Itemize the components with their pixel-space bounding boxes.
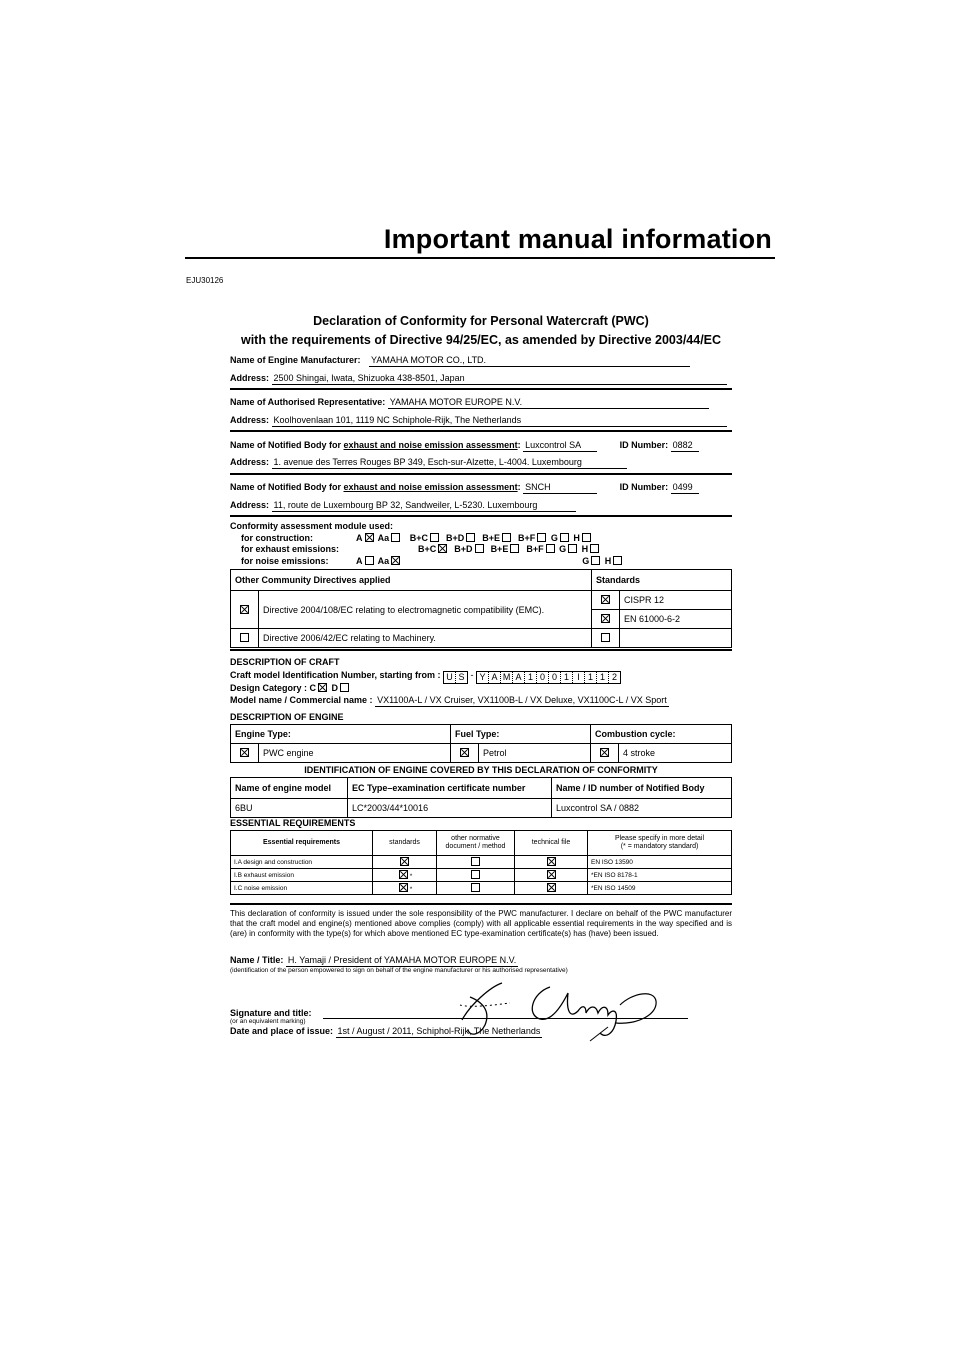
model-name-row (230, 695, 732, 707)
empty-cell (620, 629, 732, 648)
craft-id-char: Y (477, 672, 489, 683)
checkbox-empty (471, 883, 480, 892)
module-bf-label: B+F (518, 533, 536, 543)
notified-body-2-row (230, 482, 732, 494)
module-aa-label: Aa (377, 556, 390, 566)
craft-id-char: A (489, 672, 501, 683)
notified-body-1-row (230, 440, 732, 452)
checkbox-checked (460, 748, 469, 757)
module-bc-label: B+C (418, 544, 437, 554)
checkbox-checked (399, 883, 408, 892)
checkbox-empty (430, 533, 439, 542)
signature-label: Signature and title: (230, 1008, 312, 1018)
checkbox-checked (547, 883, 556, 892)
date-place-value: 1st / August / 2011, Schiphol-Rijk, The Netherlands (337, 1026, 541, 1036)
checkbox-cell (437, 869, 515, 882)
checkbox-cell (515, 869, 588, 882)
manufacturer-value: YAMAHA MOTOR CO., LTD. (369, 355, 690, 367)
checkbox-empty (510, 544, 519, 553)
engine-type-header: Engine Type: (231, 725, 451, 744)
notified-body-2-value: SNCH (523, 482, 597, 494)
module-be-label: B+E (482, 533, 501, 543)
model-name-label: Model name / Commercial name : (230, 695, 373, 705)
engine-model-value: 6BU (231, 799, 348, 818)
name-title-value: H. Yamaji / President of YAMAHA MOTOR EUROPE N.V. (287, 955, 517, 965)
craft-id-char: I (573, 672, 585, 683)
section-separator (230, 388, 732, 390)
declaration-subtitle: with the requirements of Directive 94/25/EC, as amended by Directive 2003/44/EC (240, 333, 722, 347)
checkbox-cell (373, 869, 437, 882)
table-row (231, 591, 732, 610)
table-header-row (231, 831, 732, 856)
representative-label: Name of Authorised Representative: (230, 397, 386, 407)
date-place-label: Date and place of issue: (230, 1026, 334, 1036)
craft-id-char: 0 (549, 672, 561, 683)
checkbox-cell (451, 744, 479, 763)
notified-body-2-address: 11, route de Luxembourg BP 32, Sandweiler, L-5230. Luxembourg (272, 500, 576, 512)
representative-row (230, 397, 732, 409)
section-separator (230, 515, 732, 517)
checkbox-checked (391, 556, 400, 565)
requirement-name: I.A design and construction (231, 856, 373, 869)
checkbox-cell (231, 591, 259, 629)
design-category-row (230, 683, 732, 693)
checkbox-cell (592, 629, 620, 648)
conformity-statement: This declaration of conformity is issued under the sole responsibility of the PWC manufacturer. I declare on behalf of the PWC manufacturer that the craft model and engine(s) mentioned above complies (comply) with all applicable essential requirements in the way specified and is (are) in conformity with the type(s) for which above mentioned EC type-examination certificate(s) has (have) been issued. (230, 909, 732, 938)
notified-body-1-value: Luxcontrol SA (523, 440, 597, 452)
checkbox-checked (399, 870, 408, 879)
checkbox-empty (537, 533, 546, 542)
construction-label: for construction: (241, 533, 313, 543)
module-h-label: H (581, 544, 589, 554)
table-header-row (231, 778, 732, 799)
engine-heading: DESCRIPTION OF ENGINE (230, 712, 344, 722)
table-header-row (231, 725, 732, 744)
craft-id-char: 0 (537, 672, 549, 683)
declaration-title: Declaration of Conformity for Personal Watercraft (PWC) (313, 314, 649, 328)
checkbox-checked (318, 683, 327, 692)
address-label: Address: (230, 500, 270, 510)
checkbox-empty (601, 633, 610, 642)
craft-id-label: Craft model Identification Number, starting from : (230, 670, 441, 680)
module-aa-label: Aa (377, 533, 390, 543)
table-row (231, 869, 732, 882)
checkbox-empty (502, 533, 511, 542)
page-title: Important manual information (383, 224, 772, 254)
requirement-detail: *EN ISO 8178-1 (588, 869, 732, 882)
section-separator (230, 430, 732, 432)
checkbox-cell (515, 856, 588, 869)
manufacturer-address: 2500 Shingai, Iwata, Shizuoka 438-8501, Japan (272, 373, 727, 385)
engine-table (230, 724, 732, 763)
checkbox-empty (391, 533, 400, 542)
module-g-label: G (559, 544, 567, 554)
representative-value: YAMAHA MOTOR EUROPE N.V. (388, 397, 709, 409)
checkbox-cell (373, 882, 437, 895)
engine-type-value: PWC engine (259, 744, 451, 763)
checkbox-empty (613, 556, 622, 565)
checkbox-checked (438, 544, 447, 553)
module-h-label: H (573, 533, 580, 543)
signature-row (230, 1008, 732, 1018)
table-row (231, 882, 732, 895)
essential-table (230, 830, 732, 895)
notified-body-2-address-row (230, 500, 732, 512)
signatory-row (230, 955, 732, 967)
document-code: EJU30126 (186, 276, 224, 285)
table-row (231, 629, 732, 648)
representative-address-row (230, 415, 732, 427)
requirement-detail: *EN ISO 14509 (588, 882, 732, 895)
technical-file-header: technical file (515, 831, 588, 856)
table-row (231, 856, 732, 869)
manufacturer-label: Name of Engine Manufacturer: (230, 355, 361, 365)
standard-cispr: CISPR 12 (620, 591, 732, 610)
notified-body-2-id: 0499 (671, 482, 699, 494)
model-name-value: VX1100A-L / VX Cruiser, VX1100B-L / VX Deluxe, VX1100C-L / VX Sport (377, 695, 667, 705)
checkbox-cell (231, 744, 259, 763)
engine-model-header: Name of engine model (231, 778, 348, 799)
identification-heading: IDENTIFICATION OF ENGINE COVERED BY THIS DECLARATION OF CONFORMITY (304, 765, 658, 775)
checkbox-empty (240, 633, 249, 642)
id-number-label: ID Number: (619, 440, 669, 450)
date-place-row (230, 1026, 732, 1038)
notified-body-1-address: 1. avenue des Terres Rouges BP 349, Esch-sur-Alzette, L-4004. Luxembourg (272, 457, 627, 469)
checkbox-empty (591, 556, 600, 565)
section-separator (230, 649, 732, 651)
standards-header: Standards (592, 570, 732, 591)
checkbox-empty (546, 544, 555, 553)
checkbox-checked (601, 595, 610, 604)
craft-heading: DESCRIPTION OF CRAFT (230, 657, 340, 667)
module-g-label: G (550, 533, 558, 543)
checkbox-empty (560, 533, 569, 542)
name-title-note: (identification of the person empowered to sign on behalf of the engine manufacturer or his authorised representative) (230, 967, 568, 974)
name-title-label: Name / Title: (230, 955, 284, 965)
craft-id-char: M (501, 672, 513, 683)
id-number-label: ID Number: (619, 482, 669, 492)
checkbox-empty (590, 544, 599, 553)
craft-id-char: 1 (597, 672, 609, 683)
checkbox-empty (471, 870, 480, 879)
checkbox-checked (601, 614, 610, 623)
checkbox-empty (471, 857, 480, 866)
checkbox-cell (437, 882, 515, 895)
section-separator (230, 903, 732, 905)
modules-construction-row (241, 533, 743, 543)
notified-body-1-id: 0882 (671, 440, 699, 452)
craft-id-char: 2 (612, 672, 618, 682)
essential-requirements-header: Essential requirements (231, 831, 373, 856)
address-label: Address: (230, 457, 270, 467)
craft-id-char: 1 (585, 672, 597, 683)
combustion-header: Combustion cycle: (591, 725, 732, 744)
checkbox-empty (466, 533, 475, 542)
noise-label: for noise emissions: (241, 556, 329, 566)
address-label: Address: (230, 373, 270, 383)
notified-body-value: Luxcontrol SA / 0882 (552, 799, 732, 818)
combustion-value: 4 stroke (619, 744, 732, 763)
design-category-label: Design Category : C (230, 683, 317, 693)
checkbox-checked (600, 748, 609, 757)
craft-id-char: 1 (525, 672, 537, 683)
modules-noise-row (241, 556, 743, 566)
checkbox-cell (515, 882, 588, 895)
checkbox-empty (475, 544, 484, 553)
mandatory-mark: * (409, 873, 413, 880)
manufacturer-row (230, 355, 732, 367)
directive-machinery: Directive 2006/42/EC relating to Machinery. (259, 629, 592, 648)
directives-header: Other Community Directives applied (231, 570, 592, 591)
fuel-type-value: Petrol (479, 744, 591, 763)
requirement-name: I.B exhaust emission (231, 869, 373, 882)
address-label: Address: (230, 415, 270, 425)
other-normative-header: other normative document / method (437, 831, 515, 856)
checkbox-empty (582, 533, 591, 542)
craft-id-char: 1 (561, 672, 573, 683)
craft-id-row (230, 670, 732, 684)
fuel-type-header: Fuel Type: (451, 725, 591, 744)
checkbox-checked (547, 857, 556, 866)
title-rule (185, 257, 775, 259)
checkbox-cell (592, 610, 620, 629)
checkbox-cell (231, 629, 259, 648)
checkbox-cell (437, 856, 515, 869)
checkbox-empty (365, 556, 374, 565)
checkbox-checked (400, 857, 409, 866)
module-be-label: B+E (490, 544, 509, 554)
modules-exhaust-row (241, 544, 743, 554)
requirement-detail: EN ISO 13590 (588, 856, 732, 869)
exhaust-label: for exhaust emissions: (241, 544, 340, 554)
checkbox-empty (568, 544, 577, 553)
specify-detail-header: Please specify in more detail (* = mandatory standard) (588, 831, 732, 856)
module-bd-label: B+D (445, 533, 465, 543)
manufacturer-address-row (230, 373, 732, 385)
checkbox-checked (240, 748, 249, 757)
standards-header: standards (373, 831, 437, 856)
checkbox-cell (591, 744, 619, 763)
checkbox-empty (340, 683, 349, 692)
representative-address: Koolhovenlaan 101, 1119 NC Schiphole-Rijk, The Netherlands (272, 415, 727, 427)
standard-en61000: EN 61000-6-2 (620, 610, 732, 629)
module-g-label: G (582, 556, 590, 566)
essential-heading: ESSENTIAL REQUIREMENTS (230, 818, 356, 828)
module-bd-label: B+D (454, 544, 473, 554)
section-separator (230, 473, 732, 475)
module-bc-label: B+C (409, 533, 428, 543)
craft-id-char: U (444, 672, 456, 683)
identification-table (230, 777, 732, 818)
directives-table (230, 569, 732, 648)
notified-body-label: Name of Notified Body for exhaust and noise emission assessment: (230, 482, 521, 492)
certificate-value: LC*2003/44*10016 (348, 799, 552, 818)
table-header-row (231, 570, 732, 591)
module-a-label: A (356, 533, 363, 543)
dash: - (470, 670, 474, 680)
mandatory-mark: * (409, 886, 413, 893)
notified-body-label: Name of Notified Body for exhaust and noise emission assessment: (230, 440, 521, 450)
modules-heading: Conformity assessment module used: (230, 521, 394, 531)
checkbox-cell (373, 856, 437, 869)
checkbox-cell (592, 591, 620, 610)
module-a-label: A (356, 556, 363, 566)
table-row (231, 744, 732, 763)
certificate-header: EC Type–examination certificate number (348, 778, 552, 799)
module-h-label: H (604, 556, 612, 566)
requirement-name: I.C noise emission (231, 882, 373, 895)
category-d-label: D (331, 683, 339, 693)
notified-body-header: Name / ID number of Notified Body (552, 778, 732, 799)
craft-id-char: S (458, 672, 465, 682)
checkbox-checked (365, 533, 374, 542)
craft-id-char: A (513, 672, 525, 683)
checkbox-checked (240, 605, 249, 614)
signature-note: (or an equivalent marking) (230, 1018, 306, 1025)
directive-emc: Directive 2004/108/EC relating to electromagnetic compatibility (EMC). (259, 591, 592, 629)
table-row (231, 799, 732, 818)
notified-body-1-address-row (230, 457, 732, 469)
checkbox-checked (547, 870, 556, 879)
module-bf-label: B+F (526, 544, 544, 554)
